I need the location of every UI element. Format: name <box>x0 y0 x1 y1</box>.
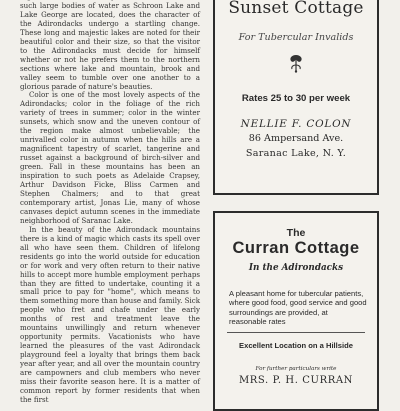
curran-cottage-subtitle: In the Adirondacks <box>248 263 344 273</box>
article-paragraph-2: Color is one of the most lovely aspects of the Adirondacks; color in the foliage of the rich variety of trees in summer; color in the winter sunsets, which snow and the uneven contour of the region make almost unbelievable; the unrivalled color in autumn when the hills are a magnificent tapestry of scarlet, tangerine and russet against a background of birch-silver and green. Fall in these mountains has been an inspiration to such poets as Adelaide Crapsey, Arthur Davidson Ficke, Bliss Carmen and Stephen Chalmers; and to that great contemporary artist, Jonas Lie, many of whose canvases depict autumn scenes in the immediate neighborhood of Saranac Lake. <box>20 90 200 225</box>
curran-cottage-title: Curran Cottage <box>232 239 360 257</box>
curran-cottage-contact: MRS. P. H. CURRAN <box>238 375 354 387</box>
sunset-cottage-city: Saranac Lake, N. Y. <box>245 148 347 159</box>
sunset-cottage-rates: Rates 25 to 30 per week <box>241 93 351 104</box>
article-paragraph-1: such large bodies of water as Schroon Lake and Lake George are located, does the character of the Adirondacks undergo a startling change. These long and majestic lakes are noted for their beautiful color and their size, so that the visitor to the Adirondacks must decide for himself whether or not he prefers them to the northern sections where lake and mountain, brook and valley seem to tumble over one another to a glorious parade of nature's beauties. <box>20 0 200 91</box>
article-paragraph-3: In the beauty of the Adirondack mountains there is a kind of magic which casts its spell over all who have seen them. Children of lifelong residents go into the world outside for education or for work and very often return to their native hills to accept more humble employment perhaps than they are fitted to undertake, counting it a small price to pay for "home", which means to them something more than house and family. Sick people who fret and chafe under the early months of rest and treatment leave the mountains unwillingly and return whenever opportunity permits. Vacationists who have learned the pleasures of the vast Adirondack playground feel a loyalty that brings them back year after year, and all over the mountain country are campowners and club members who never miss their favorite season here. It is a matter of common report by former residents that when the first <box>20 224 200 404</box>
curran-cottage-divider <box>227 332 365 333</box>
sunset-cottage-subtitle: For Tubercular Invalids <box>238 32 354 43</box>
fleuron-ornament-icon <box>285 53 307 73</box>
curran-cottage-the: The <box>286 227 306 239</box>
sunset-cottage-ad <box>213 0 379 195</box>
curran-cottage-location: Excellent Location on a Hillside <box>239 341 353 351</box>
sunset-cottage-title: Sunset Cottage <box>228 0 364 18</box>
curran-cottage-ad <box>213 211 379 411</box>
curran-cottage-description: A pleasant home for tubercular patients, where good food, good service and good surroundings are provided, at reasonable rates <box>229 289 367 326</box>
sunset-cottage-owner: NELLIE F. COLON <box>240 118 352 130</box>
curran-cottage-further: For further particulars write <box>255 366 337 373</box>
sunset-cottage-address: 86 Ampersand Ave. <box>248 133 344 144</box>
article-column <box>20 0 200 405</box>
